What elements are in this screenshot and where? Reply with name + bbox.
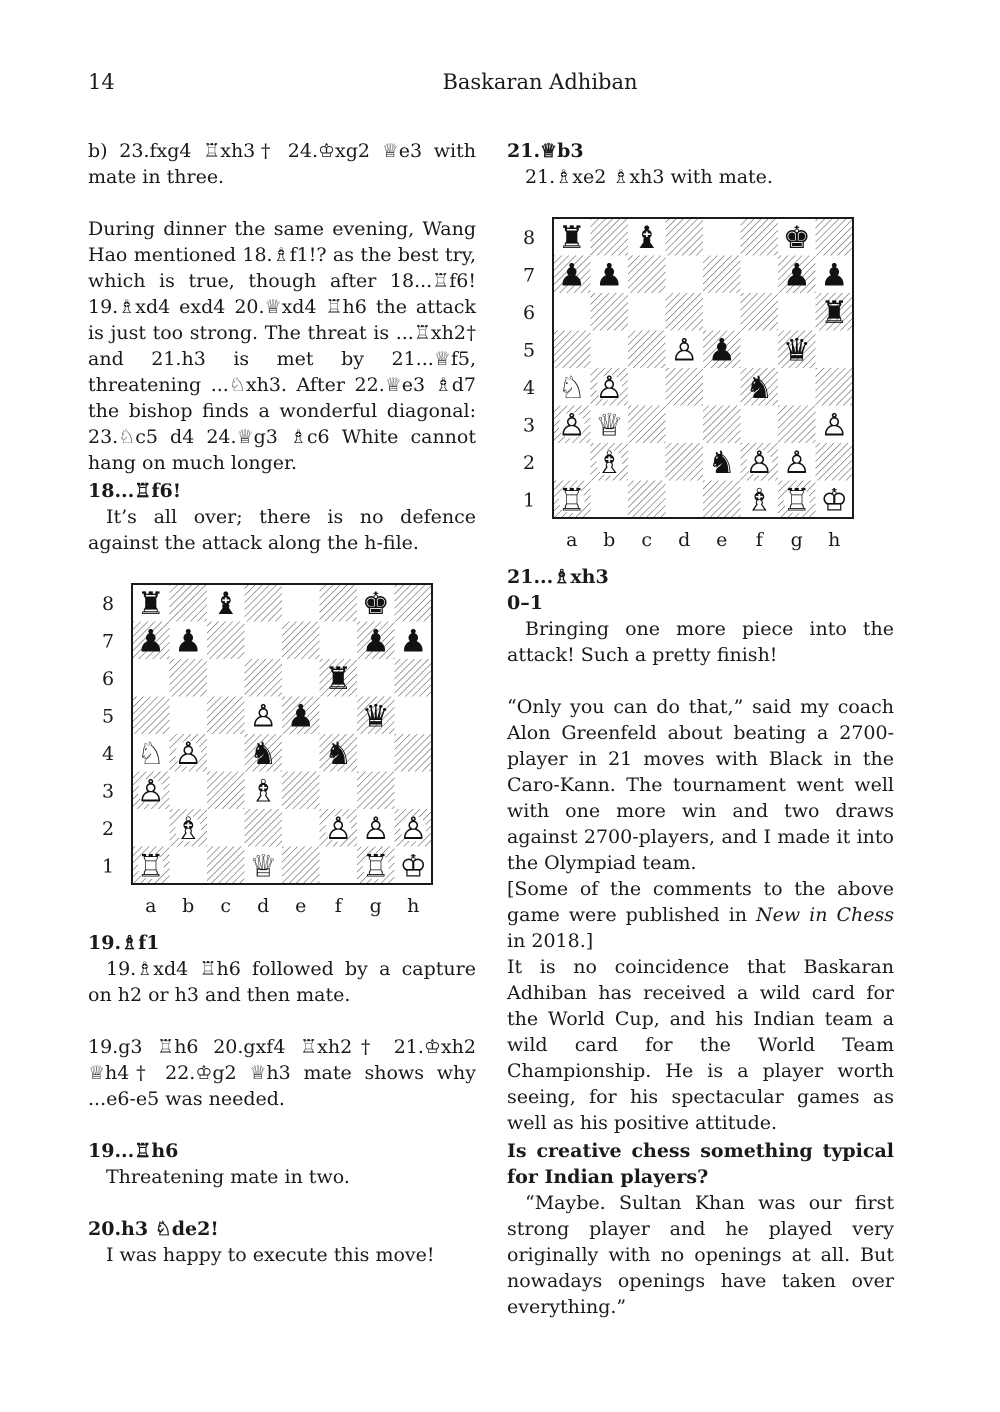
chess-piece-f2: ♙ bbox=[745, 444, 774, 481]
rank-label: 8 bbox=[101, 592, 115, 615]
board-square bbox=[628, 368, 666, 406]
board-square bbox=[207, 622, 245, 660]
chess-piece-g7: ♟ bbox=[361, 623, 390, 660]
board-square bbox=[395, 697, 433, 735]
chess-piece-g5: ♛ bbox=[361, 698, 390, 735]
chess-piece-h6: ♜ bbox=[820, 294, 849, 331]
chess-diagram bbox=[88, 582, 438, 922]
page-number: 14 bbox=[88, 70, 115, 94]
board-square bbox=[357, 734, 395, 772]
chess-piece-g1: ♖ bbox=[361, 848, 390, 885]
file-label: a bbox=[145, 895, 157, 917]
chess-piece-g2: ♙ bbox=[782, 444, 811, 481]
file-label: f bbox=[334, 895, 342, 917]
board-square bbox=[741, 218, 779, 256]
chess-piece-g8: ♚ bbox=[782, 219, 811, 256]
chess-piece-a8: ♜ bbox=[557, 219, 586, 256]
board-square bbox=[666, 293, 704, 331]
chess-piece-h1: ♔ bbox=[399, 848, 428, 885]
rank-label: 2 bbox=[522, 451, 536, 474]
board-square bbox=[666, 406, 704, 444]
move-heading: 19...♖h6 bbox=[88, 1140, 179, 1162]
move-heading: 18...♖f6! bbox=[88, 480, 182, 502]
chess-piece-f6: ♜ bbox=[324, 660, 353, 697]
text-span: [Some of the comments to the above game were published in bbox=[507, 878, 894, 926]
rank-label: 6 bbox=[522, 301, 536, 324]
board-square bbox=[628, 331, 666, 369]
rank-label: 8 bbox=[522, 226, 536, 249]
board-square bbox=[741, 256, 779, 294]
file-label: e bbox=[716, 529, 728, 551]
board-square bbox=[628, 406, 666, 444]
board-square bbox=[778, 406, 816, 444]
board-square bbox=[132, 809, 170, 847]
chess-diagram bbox=[509, 216, 859, 556]
board-square bbox=[320, 847, 358, 885]
board-square bbox=[282, 809, 320, 847]
board-square bbox=[816, 443, 854, 481]
paragraph bbox=[507, 876, 894, 954]
board-square bbox=[207, 847, 245, 885]
chess-piece-f4: ♞ bbox=[745, 369, 774, 406]
board-square bbox=[628, 256, 666, 294]
board-square bbox=[170, 772, 208, 810]
rank-label: 1 bbox=[101, 855, 115, 878]
chess-piece-b7: ♟ bbox=[595, 257, 624, 294]
board-square bbox=[778, 368, 816, 406]
chess-piece-b2: ♗ bbox=[174, 810, 203, 847]
chessboard bbox=[509, 216, 859, 556]
board-square bbox=[395, 772, 433, 810]
chess-piece-a1: ♖ bbox=[136, 848, 165, 885]
board-square bbox=[666, 443, 704, 481]
paragraph: Threatening mate in two. bbox=[106, 1166, 350, 1188]
chess-piece-d5: ♙ bbox=[670, 332, 699, 369]
rank-label: 2 bbox=[101, 817, 115, 840]
chess-piece-d1: ♕ bbox=[249, 848, 278, 885]
board-square bbox=[553, 443, 591, 481]
rank-label: 5 bbox=[522, 339, 536, 362]
board-square bbox=[245, 622, 283, 660]
chess-piece-a3: ♙ bbox=[136, 773, 165, 810]
file-label: g bbox=[790, 529, 803, 551]
board-square bbox=[132, 697, 170, 735]
chess-piece-b7: ♟ bbox=[174, 623, 203, 660]
chess-piece-d5: ♙ bbox=[249, 698, 278, 735]
chess-piece-d4: ♞ bbox=[249, 735, 278, 772]
board-square bbox=[357, 772, 395, 810]
board-square bbox=[320, 772, 358, 810]
board-square bbox=[207, 772, 245, 810]
board-square bbox=[591, 218, 629, 256]
move-heading: 21.♕b3 bbox=[507, 140, 584, 162]
file-label: a bbox=[566, 529, 578, 551]
chess-piece-a8: ♜ bbox=[136, 585, 165, 622]
rank-label: 4 bbox=[522, 376, 536, 399]
chess-piece-b2: ♗ bbox=[595, 444, 624, 481]
chess-piece-f2: ♙ bbox=[324, 810, 353, 847]
board-square bbox=[395, 584, 433, 622]
chess-piece-a1: ♖ bbox=[557, 482, 586, 519]
chess-piece-a3: ♙ bbox=[557, 407, 586, 444]
board-square bbox=[207, 734, 245, 772]
board-square bbox=[553, 331, 591, 369]
chess-piece-c8: ♝ bbox=[632, 219, 661, 256]
board-square bbox=[628, 481, 666, 519]
file-label: d bbox=[678, 529, 691, 551]
file-label: c bbox=[641, 529, 653, 551]
chess-piece-e5: ♟ bbox=[707, 332, 736, 369]
board-square bbox=[170, 659, 208, 697]
paragraph: It is no coincidence that Baskaran Adhiban has received a wild card for the World Cup, and his Indian team a wild card for the World Team Championship. He is a player worth seeing, for his spectacular games as well as his positive attitude. bbox=[507, 956, 894, 1134]
paragraph: It’s all over; there is no defence against the attack along the h-file. bbox=[88, 506, 476, 554]
board-square bbox=[703, 406, 741, 444]
chess-piece-c8: ♝ bbox=[211, 585, 240, 622]
publication-title: New in Chess bbox=[756, 904, 895, 926]
board-square bbox=[553, 293, 591, 331]
board-square bbox=[395, 734, 433, 772]
board-square bbox=[170, 584, 208, 622]
board-square bbox=[591, 293, 629, 331]
chess-piece-e5: ♟ bbox=[286, 698, 315, 735]
board-square bbox=[282, 734, 320, 772]
paragraph: 21.♗xe2 ♗xh3 with mate. bbox=[525, 166, 773, 188]
rank-label: 6 bbox=[101, 667, 115, 690]
board-square bbox=[591, 481, 629, 519]
board-square bbox=[207, 697, 245, 735]
text-span: in 2018.] bbox=[507, 930, 594, 952]
board-square bbox=[207, 659, 245, 697]
board-square bbox=[666, 481, 704, 519]
chess-piece-g8: ♚ bbox=[361, 585, 390, 622]
board-square bbox=[170, 697, 208, 735]
file-label: b bbox=[182, 895, 195, 917]
chess-piece-h7: ♟ bbox=[399, 623, 428, 660]
board-square bbox=[816, 218, 854, 256]
rank-label: 5 bbox=[101, 705, 115, 728]
board-square bbox=[282, 847, 320, 885]
paragraph: During dinner the same evening, Wang Hao mentioned 18.♗f1!? as the best try, which is true, though after 18...♖f6! 19.♗xd4 exd4 20.♕xd4 ♖h6 the attack is just too strong. The threat is ...♖xh2† and 21.h3 is met by 21...♕f5, threatening ...♘xh3. After 22.♕e3 ♗d7 the bishop finds a wonderful diagonal: 23.♘c5 d4 24.♕g3 ♗c6 White cannot hang on much longer. bbox=[88, 218, 476, 474]
board-square bbox=[282, 772, 320, 810]
chess-piece-a7: ♟ bbox=[557, 257, 586, 294]
chess-piece-g5: ♛ bbox=[782, 332, 811, 369]
board-square bbox=[703, 218, 741, 256]
paragraph: b) 23.fxg4 ♖xh3† 24.♔xg2 ♕e3 with mate in three. bbox=[88, 140, 476, 188]
file-label: e bbox=[295, 895, 307, 917]
chess-piece-h3: ♙ bbox=[820, 407, 849, 444]
file-label: c bbox=[220, 895, 232, 917]
chess-piece-g2: ♙ bbox=[361, 810, 390, 847]
chess-piece-e2: ♞ bbox=[707, 444, 736, 481]
board-square bbox=[703, 256, 741, 294]
rank-label: 4 bbox=[101, 742, 115, 765]
chess-piece-f1: ♗ bbox=[745, 482, 774, 519]
board-square bbox=[245, 809, 283, 847]
board-square bbox=[591, 331, 629, 369]
board-square bbox=[320, 622, 358, 660]
chess-piece-f4: ♞ bbox=[324, 735, 353, 772]
board-square bbox=[628, 293, 666, 331]
board-square bbox=[245, 584, 283, 622]
board-square bbox=[628, 443, 666, 481]
chess-piece-a4: ♘ bbox=[557, 369, 586, 406]
board-square bbox=[666, 256, 704, 294]
question-heading: Is creative chess something typical for Indian players? bbox=[507, 1140, 894, 1188]
game-result: 0–1 bbox=[507, 592, 543, 614]
paragraph: “Maybe. Sultan Khan was our first strong player and he played very originally with no openings at all. But nowadays openings have taken over everything.” bbox=[507, 1192, 894, 1318]
board-square bbox=[207, 809, 245, 847]
chess-piece-h1: ♔ bbox=[820, 482, 849, 519]
board-square bbox=[282, 622, 320, 660]
chess-piece-d3: ♗ bbox=[249, 773, 278, 810]
board-square bbox=[320, 584, 358, 622]
chess-piece-a7: ♟ bbox=[136, 623, 165, 660]
chess-piece-a4: ♘ bbox=[136, 735, 165, 772]
board-square bbox=[741, 293, 779, 331]
board-square bbox=[282, 584, 320, 622]
paragraph: 19.♗xd4 ♖h6 followed by a capture on h2 or h3 and then mate. bbox=[88, 958, 476, 1006]
paragraph: “Only you can do that,” said my coach Alon Greenfeld about beating a 2700-player in 21 moves with Black in the Caro-Kann. The tournament went well with one more win and two draws against 2700-players, and I made it into the Olympiad team. bbox=[507, 696, 894, 874]
chess-piece-b4: ♙ bbox=[595, 369, 624, 406]
paragraph: 19.g3 ♖h6 20.gxf4 ♖xh2† 21.♔xh2 ♕h4† 22.♔g2 ♕h3 mate shows why ...e6-e5 was needed. bbox=[88, 1036, 476, 1110]
board-square bbox=[170, 847, 208, 885]
move-heading: 20.h3 ♘de2! bbox=[88, 1218, 219, 1240]
board-square bbox=[778, 293, 816, 331]
chess-piece-b3: ♕ bbox=[595, 407, 624, 444]
rank-label: 3 bbox=[101, 780, 115, 803]
running-head: Baskaran Adhiban bbox=[442, 70, 638, 94]
board-square bbox=[741, 331, 779, 369]
file-label: d bbox=[257, 895, 270, 917]
board-square bbox=[245, 659, 283, 697]
board-square bbox=[666, 218, 704, 256]
file-label: h bbox=[828, 529, 841, 551]
rank-label: 1 bbox=[522, 489, 536, 512]
board-square bbox=[357, 659, 395, 697]
chess-piece-g7: ♟ bbox=[782, 257, 811, 294]
rank-label: 7 bbox=[522, 264, 536, 287]
file-label: f bbox=[755, 529, 763, 551]
move-heading: 21...♗xh3 bbox=[507, 566, 609, 588]
chess-piece-g1: ♖ bbox=[782, 482, 811, 519]
board-square bbox=[320, 697, 358, 735]
paragraph: I was happy to execute this move! bbox=[106, 1244, 435, 1266]
rank-label: 7 bbox=[101, 630, 115, 653]
move-heading: 19.♗f1 bbox=[88, 932, 160, 954]
chess-piece-b4: ♙ bbox=[174, 735, 203, 772]
board-square bbox=[395, 659, 433, 697]
file-label: b bbox=[603, 529, 616, 551]
file-label: g bbox=[369, 895, 382, 917]
chess-piece-h7: ♟ bbox=[820, 257, 849, 294]
rank-label: 3 bbox=[522, 414, 536, 437]
board-square bbox=[703, 368, 741, 406]
board-square bbox=[282, 659, 320, 697]
paragraph: Bringing one more piece into the attack! Such a pretty finish! bbox=[507, 618, 894, 666]
chess-piece-h2: ♙ bbox=[399, 810, 428, 847]
board-square bbox=[741, 406, 779, 444]
board-square bbox=[816, 331, 854, 369]
file-label: h bbox=[407, 895, 420, 917]
board-square bbox=[816, 368, 854, 406]
chessboard bbox=[88, 582, 438, 922]
board-square bbox=[132, 659, 170, 697]
board-square bbox=[703, 293, 741, 331]
board-square bbox=[666, 368, 704, 406]
board-square bbox=[703, 481, 741, 519]
